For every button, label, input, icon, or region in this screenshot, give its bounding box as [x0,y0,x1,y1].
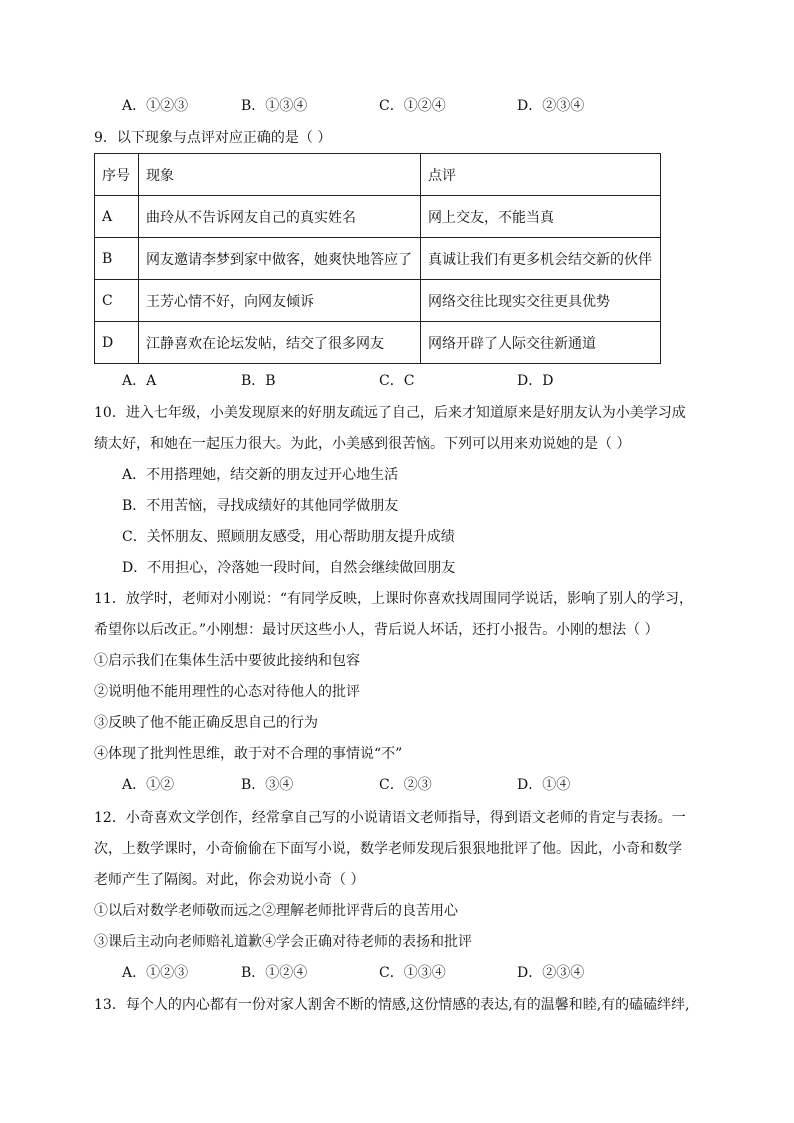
q11-stem-line: 11．放学时，老师对小刚说：“有同学反映，上课时你喜欢找周围同学说话，影响了别人的学习， [94,591,693,607]
q11-options [0,775,700,795]
q9-option-a: A．A [122,373,157,389]
q12-option-b: B．①②④ [241,965,308,981]
q11-option-a: A．①② [122,777,175,793]
q13-stem-line: 13．每个人的内心都有一份对家人割舍不断的情感,这份情感的表达,有的温馨和睦,有的磕磕绊绊, [94,997,690,1013]
table-cell: 王芳心情不好，向网友倾诉 [139,280,421,322]
q8-option-b: B．①③④ [241,98,308,114]
q10-choice-a: A．不用搭理她，结交新的朋友过开心地生活 [122,467,399,483]
q9-option-d: D．D [517,373,554,389]
q11-stem-line: 希望你以后改正。”小刚想：最讨厌这些小人，背后说人坏话，还打小报告。小刚的想法（ ） [94,622,659,638]
q11-statement-1: ①启示我们在集体生活中要彼此接纳和包容 [94,653,360,669]
q9-option-c: C．C [379,373,415,389]
table-row [95,238,661,280]
q12-statement-line: ①以后对数学老师敬而远之②理解老师批评背后的良苦用心 [94,903,458,919]
q10-stem-line: 10．进入七年级，小美发现原来的好朋友疏远了自己，后来才知道原来是好朋友认为小美学习成 [94,405,686,421]
table-header-cell: 点评 [421,154,661,196]
q12-stem-line: 次，上数学课时，小奇偷偷在下面写小说，数学老师发现后狠狠地批评了他。因此，小奇和数学 [94,841,682,857]
table-cell: 网上交友，不能当真 [421,196,661,238]
q9-option-b: B．B [241,373,276,389]
table-cell: A [95,196,139,238]
q11-option-c: C．②③ [379,777,432,793]
q12-options [0,963,700,983]
q8-option-c: C．①②④ [379,98,446,114]
q12-option-c: C．①③④ [379,965,446,981]
q9-stem: 9．以下现象与点评对应正确的是（ ） [94,130,332,146]
q8-option-a: A．①②③ [122,98,189,114]
q9-options [0,371,700,391]
table-cell: D [95,322,139,364]
table-cell: C [95,280,139,322]
q10-choice-b: B．不用苦恼，寻找成绩好的其他同学做朋友 [122,498,399,514]
q10-choice-d: D．不用担心，冷落她一段时间，自然会继续做回朋友 [122,560,456,576]
q10-choice-c: C．关怀朋友、照顾朋友感受，用心帮助朋友提升成绩 [122,529,455,545]
table-header-row [95,154,661,196]
q12-stem-line: 老师产生了隔阂。对此，你会劝说小奇（ ） [94,872,365,888]
table-cell: B [95,238,139,280]
table-cell: 江静喜欢在论坛发帖，结交了很多网友 [139,322,421,364]
table-header-cell: 序号 [95,154,139,196]
table-cell: 网络交往比现实交往更具优势 [421,280,661,322]
q8-options [0,96,700,116]
q12-stem-line: 12．小奇喜欢文学创作，经常拿自己写的小说请语文老师指导，得到语文老师的肯定与表扬。一 [94,810,686,826]
q11-option-d: D．①④ [517,777,571,793]
table-cell: 网友邀请李梦到家中做客，她爽快地答应了 [139,238,421,280]
table-row [95,322,661,364]
q10-stem-line: 绩太好，和她在一起压力很大。为此，小美感到很苦恼。下列可以用来劝说她的是（ ） [94,436,631,452]
q11-statement-3: ③反映了他不能正确反思自己的行为 [94,715,318,731]
table-row [95,196,661,238]
table-cell: 曲玲从不告诉网友自己的真实姓名 [139,196,421,238]
q12-statement-line: ③课后主动向老师赔礼道歉④学会正确对待老师的表扬和批评 [94,934,472,950]
table-row [95,280,661,322]
q12-option-d: D．②③④ [517,965,585,981]
q11-option-b: B．③④ [241,777,294,793]
q11-statement-4: ④体现了批判性思维，敢于对不合理的事情说“不” [94,746,403,762]
q8-option-d: D．②③④ [517,98,585,114]
q9-table [94,153,661,364]
table-cell: 网络开辟了人际交往新通道 [421,322,661,364]
q12-option-a: A．①②③ [122,965,189,981]
q11-statement-2: ②说明他不能用理性的心态对待他人的批评 [94,684,360,700]
table-cell: 真诚让我们有更多机会结交新的伙伴 [421,238,661,280]
table-header-cell: 现象 [139,154,421,196]
